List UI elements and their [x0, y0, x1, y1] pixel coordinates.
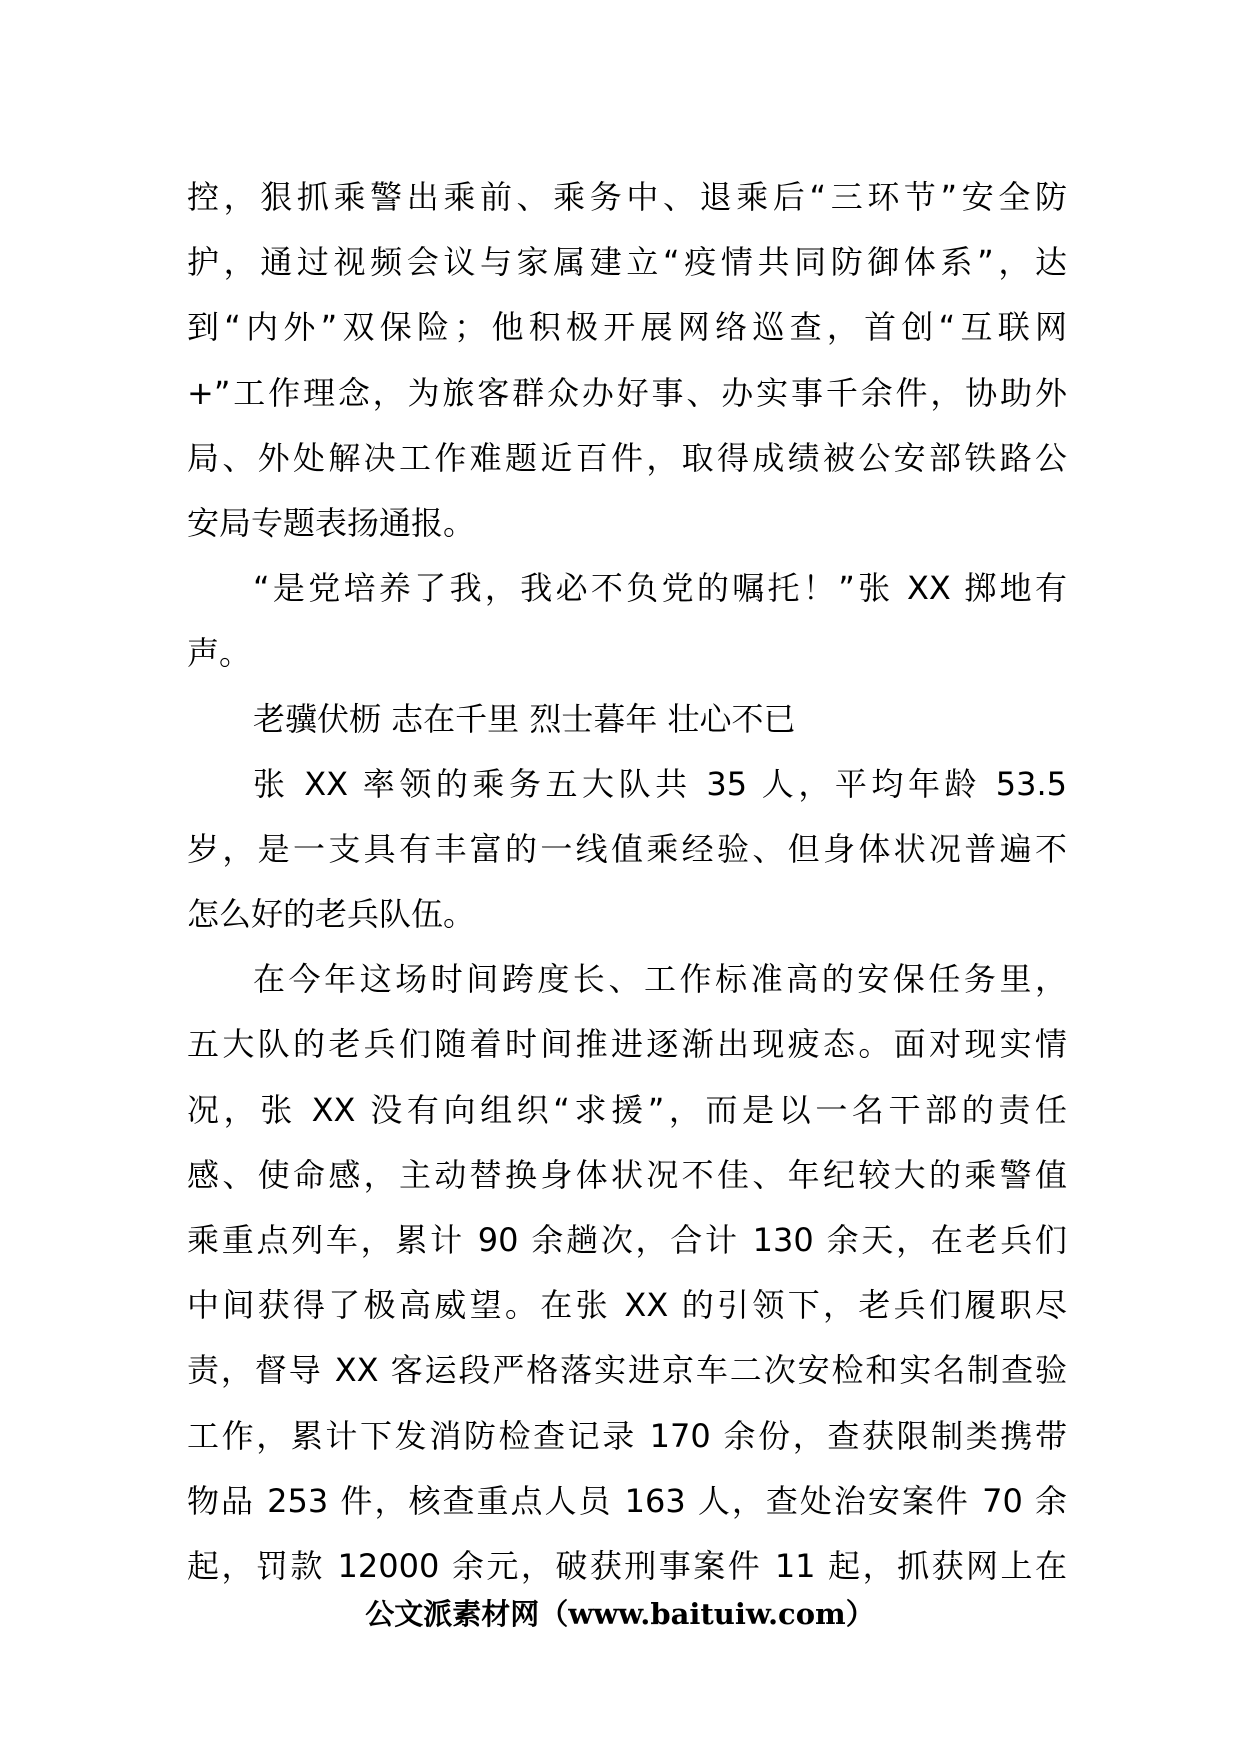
text-line: 起，罚款 12000 余元，破获刑事案件 11 起，抓获网上在 [187, 1546, 1067, 1585]
footer-watermark: 公文派素材网（www.baituiw.com） [365, 1597, 875, 1631]
text-line: 物品 253 件，核查重点人员 163 人，查处治安案件 70 余 [187, 1481, 1067, 1520]
text-line: 乘重点列车，累计 90 余趟次，合计 130 余天，在老兵们 [187, 1221, 1067, 1259]
text-line: 岁，是一支具有丰富的一线值乘经验、但身体状况普遍不 [187, 829, 1067, 868]
text-line: 怎么好的老兵队伍。 [187, 895, 476, 934]
text-line: 安局专题表扬通报。 [187, 503, 476, 542]
text-line: 控，狠抓乘警出乘前、乘务中、退乘后“三环节”安全防 [187, 178, 1067, 216]
text-line: +”工作理念，为旅客群众办好事、办实事千余件，协助外 [187, 373, 1067, 412]
text-line: 在今年这场时间跨度长、工作标准高的安保任务里， [253, 960, 1067, 999]
text-line: 五大队的老兵们随着时间推进逐渐出现疲态。面对现实情 [187, 1025, 1067, 1064]
section-heading: 老骥伏枥 志在千里 烈士暮年 壮心不已 [253, 699, 796, 738]
text-line: 护，通过视频会议与家属建立“疫情共同防御体系”，达 [187, 243, 1067, 282]
text-line: 感、使命感，主动替换身体状况不佳、年纪较大的乘警值 [187, 1155, 1067, 1194]
text-line: 责，督导 XX 客运段严格落实进京车二次安检和实名制查验 [187, 1351, 1067, 1390]
text-line: 声。 [187, 634, 252, 673]
text-line: “是党培养了我，我必不负党的嘱托！”张 XX 掷地有 [253, 569, 1067, 608]
text-line: 工作，累计下发消防检查记录 170 余份，查获限制类携带 [187, 1416, 1067, 1455]
text-line: 中间获得了极高威望。在张 XX 的引领下，老兵们履职尽 [187, 1286, 1067, 1325]
text-line: 局、外处解决工作难题近百件，取得成绩被公安部铁路公 [187, 438, 1067, 477]
document-body [187, 165, 1067, 1599]
text-line: 况，张 XX 没有向组织“求援”，而是以一名干部的责任 [187, 1090, 1067, 1129]
text-line: 张 XX 率领的乘务五大队共 35 人，平均年龄 53.5 [253, 764, 1067, 803]
text-line: 到“内外”双保险；他积极开展网络巡查，首创“互联网 [187, 308, 1067, 347]
